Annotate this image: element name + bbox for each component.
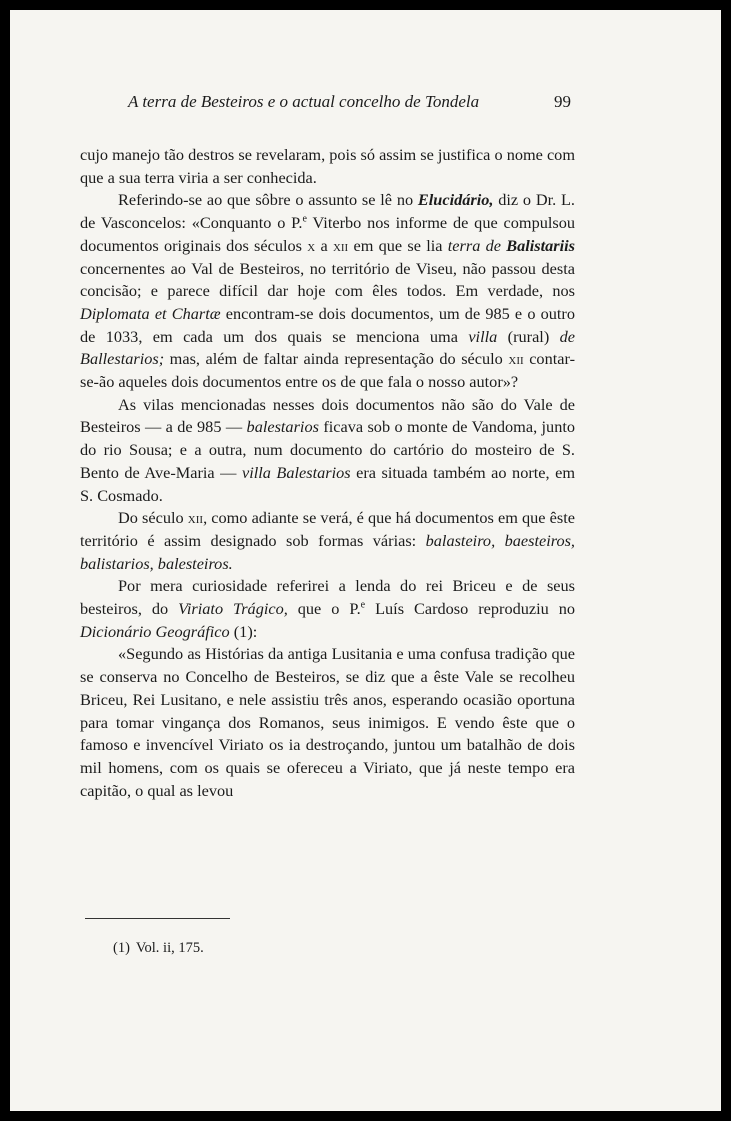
viriato-title: Viriato Trágico, — [178, 599, 288, 619]
body-text — [80, 144, 575, 802]
paragraph-3 — [80, 394, 575, 508]
footnote-marker: (1) — [113, 940, 130, 956]
text-run: (rural) — [497, 326, 560, 346]
text-run: Viterbo nos informe de que compulsou documentos originais dos séculos — [80, 213, 575, 255]
text-run: ficava sob o monte de Vandoma, junto do rio Sousa; e a outra, num documento do cartório do mosteiro de S. Bento de Ave-Maria — — [80, 417, 575, 482]
villa-term: villa — [468, 326, 498, 346]
text-run: Luís Cardoso reproduziu no — [365, 599, 576, 619]
balistariis-term: Balistariis — [506, 235, 576, 255]
superscript-e: e — [302, 213, 307, 225]
text-run: Do século — [118, 508, 188, 528]
text-run: , como adiante se verá, é que há documentos em que êste território é assim designado sob formas várias: — [80, 508, 575, 550]
text-run: contar-se-ão aqueles dois documentos entre os de que fala o nosso autor»? — [80, 349, 575, 392]
text-run: encontram-se dois documentos, um de 985 e o outro de 1033, em cada um dos quais se menciona uma — [80, 303, 575, 346]
footnote — [113, 938, 204, 958]
footnote-text: Vol. ii, 175. — [135, 940, 204, 956]
paragraph-1: cujo manejo tão destros se revelaram, pois só assim se justifica o nome com que a sua terra viria a ser conhecida. — [80, 145, 575, 187]
footnote-rule — [85, 918, 230, 919]
text-run: As vilas mencionadas nesses dois documentos não são do Vale de Besteiros — a de 985 — — [80, 394, 575, 437]
text-run: concernentes ao Val de Besteiros, no território de Viseu, não passou desta concisão; e parece difícil dar hoje com êles todos. Em verdade, nos — [80, 258, 575, 301]
villa-balestarios-term: villa Balestarios — [241, 462, 351, 482]
balestarios-term: balestarios — [246, 417, 319, 437]
running-header — [88, 90, 571, 114]
paragraph-6: «Segundo as Histórias da antiga Lusitania e uma confusa tradição que se conserva no Concelho de Besteiros, se diz que a êste Vale se recolheu Briceu, Rei Lusitano, e nele assistiu três anos, esperando ocasião oportuna para tomar vingança dos Romanos, seus inimigos. E vendo êste que o famoso e invencível Viriato os ia destroçando, juntou um batalhão de dois mil homens, com os quais se ofereceu a Viriato, que já neste tempo era capitão, o qual as levou — [80, 644, 575, 800]
elucidario-title: Elucidário, — [417, 190, 494, 210]
dicionario-title: Dicionário Geográfico — [80, 621, 230, 641]
paragraph-4 — [80, 507, 575, 575]
italic-term: terra de — [447, 235, 501, 255]
text-run: Por mera curiosidade referirei a lenda do rei Briceu e de seus besteiros, do — [80, 576, 575, 619]
text-run: era situada também ao norte, em S. Cosmado. — [80, 462, 575, 505]
forms-list: balasteiro, baesteiros, balistarios, balesteiros. — [80, 530, 575, 573]
paragraph-5 — [80, 575, 575, 643]
text-run: a — [315, 235, 333, 255]
page-number: 99 — [554, 92, 571, 111]
superscript-e: e — [360, 599, 366, 611]
text-run: mas, além de faltar ainda representação do século — [164, 349, 509, 369]
ballestarios-term: de Ballestarios; — [80, 326, 576, 369]
paragraph-2 — [80, 189, 575, 393]
diplomata-title: Diplomata et Chartæ — [80, 303, 221, 323]
text-run: diz o Dr. L. de Vasconcelos: «Conquanto o P. — [80, 190, 576, 233]
text-run: em que se lia — [348, 235, 448, 255]
roman-numeral: x — [307, 235, 316, 255]
roman-numeral: xii — [508, 349, 524, 369]
roman-numeral: xii — [187, 508, 204, 528]
roman-numeral: xii — [332, 235, 349, 255]
running-title: A terra de Besteiros e o actual concelho de Tondela — [128, 92, 480, 111]
text-run: que o P. — [287, 599, 361, 619]
text-run: Referindo-se ao que sôbre o assunto se lê no — [118, 190, 418, 210]
document-page — [10, 10, 721, 1111]
footnote-ref[interactable]: (1): — [229, 621, 258, 641]
